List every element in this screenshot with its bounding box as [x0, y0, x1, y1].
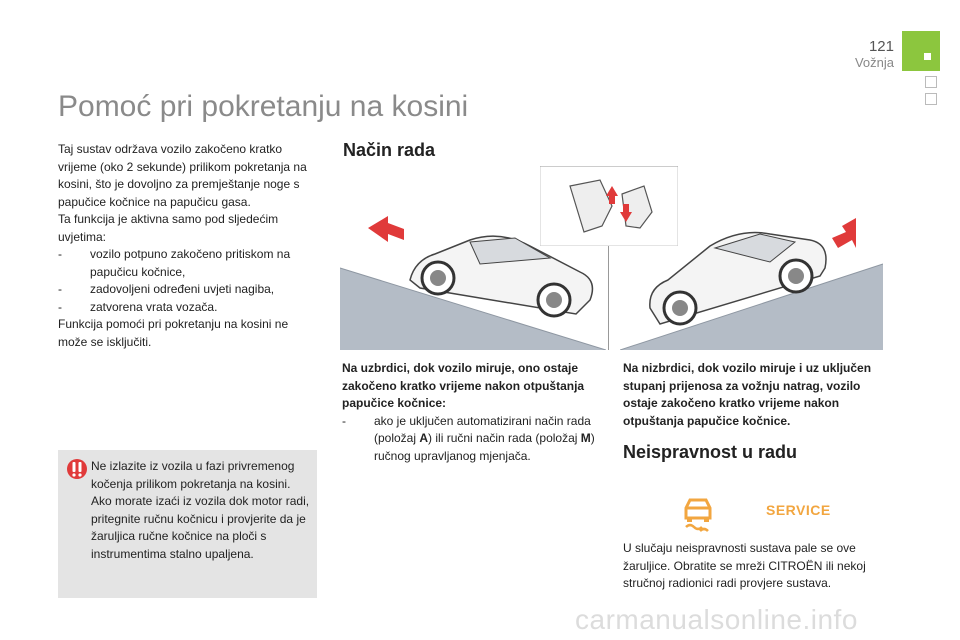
uphill-bold-text: Na uzbrdici, dok vozilo miruje, ono ostaje zakočeno kratko vrijeme nakon otpuštanja papučice kočnice:	[342, 361, 585, 410]
bullet-text: zadovoljeni određeni uvjeti nagiba,	[90, 282, 275, 296]
list-item: - ako je uključen automatizirani način rada (položaj A) ili ručni način rada (položaj M) ručnog upravljanog mjenjača.	[342, 413, 595, 463]
downhill-description: Na nizbrdici, dok vozilo miruje i uz uključen stupanj prijenosa za vožnju natrag, vozilo ostaje zakočeno kratko vrijeme nakon otpuštanja papučice kočnice.	[623, 361, 872, 428]
list-item: - vozilo potpuno zakočeno pritiskom na papučicu kočnice,	[58, 247, 291, 279]
watermark: carmanualsonline.info	[575, 604, 858, 635]
chapter-tab[interactable]	[902, 31, 940, 71]
intro-text	[58, 141, 318, 351]
chapter-tab-empty-2[interactable]	[925, 93, 937, 105]
fault-description: U slučaju neispravnosti sustava pale se ove žaruljice. Obratite se mreži CITROËN ili nekoj stručnoj radionici radi provjere sustava.	[623, 541, 866, 590]
position-a-label: A	[419, 431, 429, 445]
intro-paragraph: Ta funkcija je aktivna samo pod sljedećim uvjetima:	[58, 212, 279, 244]
section-heading: Način rada	[343, 140, 436, 160]
chapter-title: Vožnja	[854, 55, 894, 70]
bullet-text-part: ako je uključen automatizirani način rada (položaj	[374, 413, 591, 445]
bullet-text: vozilo potpuno zakočeno pritiskom na papučicu kočnice,	[90, 247, 291, 279]
uphill-description	[342, 360, 607, 465]
bullet-text	[374, 414, 595, 463]
intro-paragraph: Funkcija pomoći pri pokretanju na kosini ne može se isključiti.	[58, 317, 289, 349]
bullet-text-part: ) ručnog upravljanog mjenjača.	[374, 431, 595, 463]
section-heading: Neispravnost u radu	[623, 442, 798, 462]
hill-assist-fault-icon	[678, 494, 718, 534]
service-warning-icon: SERVICE	[766, 502, 831, 518]
position-m-label: M	[580, 431, 591, 445]
bullet-text: zatvorena vrata vozača.	[90, 299, 218, 314]
page-number: 121	[868, 38, 894, 55]
bullet-text-part: ) ili ručni način rada (položaj	[428, 431, 581, 445]
warning-box	[58, 450, 317, 598]
tab-dot-icon	[924, 53, 931, 60]
list-item: - zatvorena vrata vozača.	[58, 299, 218, 314]
pedal-inset-leader-line	[608, 246, 609, 350]
page-title: Pomoć pri pokretanju na kosini	[58, 90, 469, 123]
warning-icon	[66, 456, 88, 482]
pedal-inset-illustration	[540, 166, 678, 246]
intro-paragraph: Taj sustav održava vozilo zakočeno kratko vrijeme (oko 2 sekunde) prilikom pokretanja na kosini, što je dovoljno za premještanje noge s papučice kočnice na papučicu gasa.	[58, 142, 307, 209]
chapter-tab-empty-1[interactable]	[925, 76, 937, 88]
list-item: - zadovoljeni određeni uvjeti nagiba,	[58, 282, 275, 296]
warning-text: Ne izlazite iz vozila u fazi privremenog kočenja prilikom pokretanja na kosini. Ako morate izaći iz vozila dok motor radi, pritegnite ručnu kočnicu i provjerite da je žaruljica ručne kočnice na ploči s instrumentima stalno upaljena.	[91, 459, 310, 561]
